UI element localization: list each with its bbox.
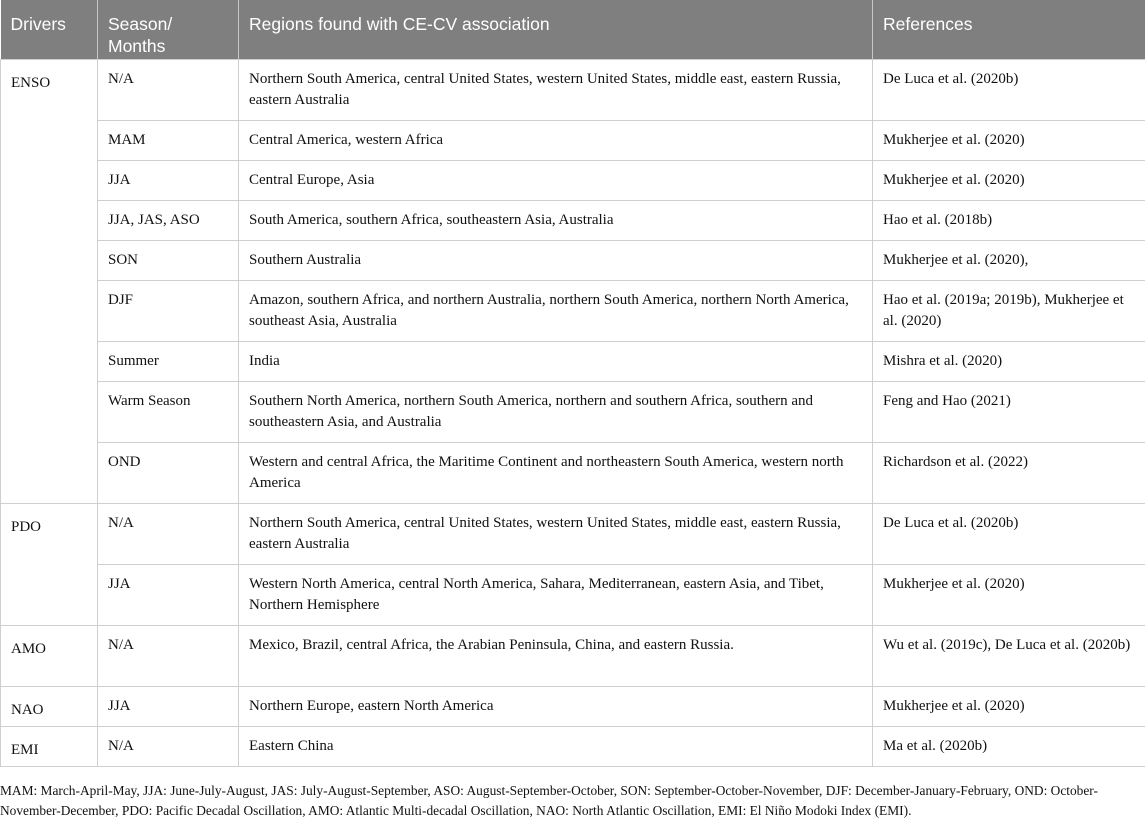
- table-row: [1, 686, 1145, 726]
- header-drivers: Drivers: [1, 0, 98, 59]
- regions-cell: Western North America, central North America, Sahara, Mediterranean, eastern Asia, and Tibet, Northern Hemisphere: [239, 564, 873, 625]
- references-cell: Feng and Hao (2021): [873, 381, 1145, 442]
- season-cell: JJA: [98, 160, 239, 200]
- table-row: [1, 381, 1145, 442]
- references-cell: Mukherjee et al. (2020): [873, 120, 1145, 160]
- references-cell: De Luca et al. (2020b): [873, 59, 1145, 120]
- table-row: [1, 341, 1145, 381]
- season-cell: MAM: [98, 120, 239, 160]
- table-header: [1, 0, 1145, 59]
- table-row: [1, 442, 1145, 503]
- regions-cell: Southern Australia: [239, 240, 873, 280]
- references-cell: Hao et al. (2019a; 2019b), Mukherjee et al. (2020): [873, 280, 1145, 341]
- regions-cell: Northern South America, central United States, western United States, middle east, eastern Russia, eastern Australia: [239, 503, 873, 564]
- table-footnote: MAM: March-April-May, JJA: June-July-August, JAS: July-August-September, ASO: August-September-October, SON: September-October-November, DJF: December-January-February, OND: October-November-December, PDO: Pacific Decadal Oscillation, AMO: Atlantic Multi-decadal Oscillation, NAO: North Atlantic Oscillation, EMI: El Niño Modoki Index (EMI).: [0, 783, 1098, 818]
- table-row: [1, 120, 1145, 160]
- references-cell: Hao et al. (2018b): [873, 200, 1145, 240]
- regions-cell: South America, southern Africa, southeastern Asia, Australia: [239, 200, 873, 240]
- table-row: [1, 200, 1145, 240]
- driver-cell-emi: EMI: [1, 726, 98, 766]
- regions-cell: Northern Europe, eastern North America: [239, 686, 873, 726]
- header-row: [1, 0, 1145, 59]
- references-cell: Mishra et al. (2020): [873, 341, 1145, 381]
- driver-cell-enso: ENSO: [1, 59, 98, 503]
- table-body: [1, 59, 1145, 766]
- season-cell: N/A: [98, 726, 239, 766]
- table-row: [1, 564, 1145, 625]
- regions-cell: Mexico, Brazil, central Africa, the Arabian Peninsula, China, and eastern Russia.: [239, 625, 873, 686]
- table-row: [1, 160, 1145, 200]
- regions-cell: Southern North America, northern South America, northern and southern Africa, southern and southeastern Asia, and Australia: [239, 381, 873, 442]
- header-references: References: [873, 0, 1145, 59]
- season-cell: Summer: [98, 341, 239, 381]
- regions-cell: Eastern China: [239, 726, 873, 766]
- references-cell: Mukherjee et al. (2020): [873, 160, 1145, 200]
- table-row: [1, 503, 1145, 564]
- season-cell: JJA: [98, 564, 239, 625]
- regions-cell: Amazon, southern Africa, and northern Australia, northern South America, northern North America, southeast Asia, Australia: [239, 280, 873, 341]
- table-row: [1, 625, 1145, 686]
- references-cell: Mukherjee et al. (2020),: [873, 240, 1145, 280]
- season-cell: JJA: [98, 686, 239, 726]
- references-cell: Mukherjee et al. (2020): [873, 564, 1145, 625]
- references-cell: De Luca et al. (2020b): [873, 503, 1145, 564]
- regions-cell: Central Europe, Asia: [239, 160, 873, 200]
- regions-cell: Central America, western Africa: [239, 120, 873, 160]
- references-cell: Richardson et al. (2022): [873, 442, 1145, 503]
- season-cell: N/A: [98, 503, 239, 564]
- season-cell: N/A: [98, 59, 239, 120]
- table-row: [1, 240, 1145, 280]
- season-cell: JJA, JAS, ASO: [98, 200, 239, 240]
- season-cell: DJF: [98, 280, 239, 341]
- season-cell: OND: [98, 442, 239, 503]
- season-cell: SON: [98, 240, 239, 280]
- table-row: [1, 59, 1145, 120]
- season-cell: Warm Season: [98, 381, 239, 442]
- table-row: [1, 726, 1145, 766]
- regions-cell: Northern South America, central United States, western United States, middle east, eastern Russia, eastern Australia: [239, 59, 873, 120]
- table-row: [1, 280, 1145, 341]
- references-cell: Wu et al. (2019c), De Luca et al. (2020b): [873, 625, 1145, 686]
- regions-cell: Western and central Africa, the Maritime Continent and northeastern South America, western north America: [239, 442, 873, 503]
- regions-cell: India: [239, 341, 873, 381]
- driver-cell-nao: NAO: [1, 686, 98, 726]
- header-season-months: Season/ Months: [98, 0, 239, 59]
- references-cell: Mukherjee et al. (2020): [873, 686, 1145, 726]
- season-cell: N/A: [98, 625, 239, 686]
- references-cell: Ma et al. (2020b): [873, 726, 1145, 766]
- header-regions: Regions found with CE-CV association: [239, 0, 873, 59]
- driver-cell-amo: AMO: [1, 625, 98, 686]
- driver-cell-pdo: PDO: [1, 503, 98, 625]
